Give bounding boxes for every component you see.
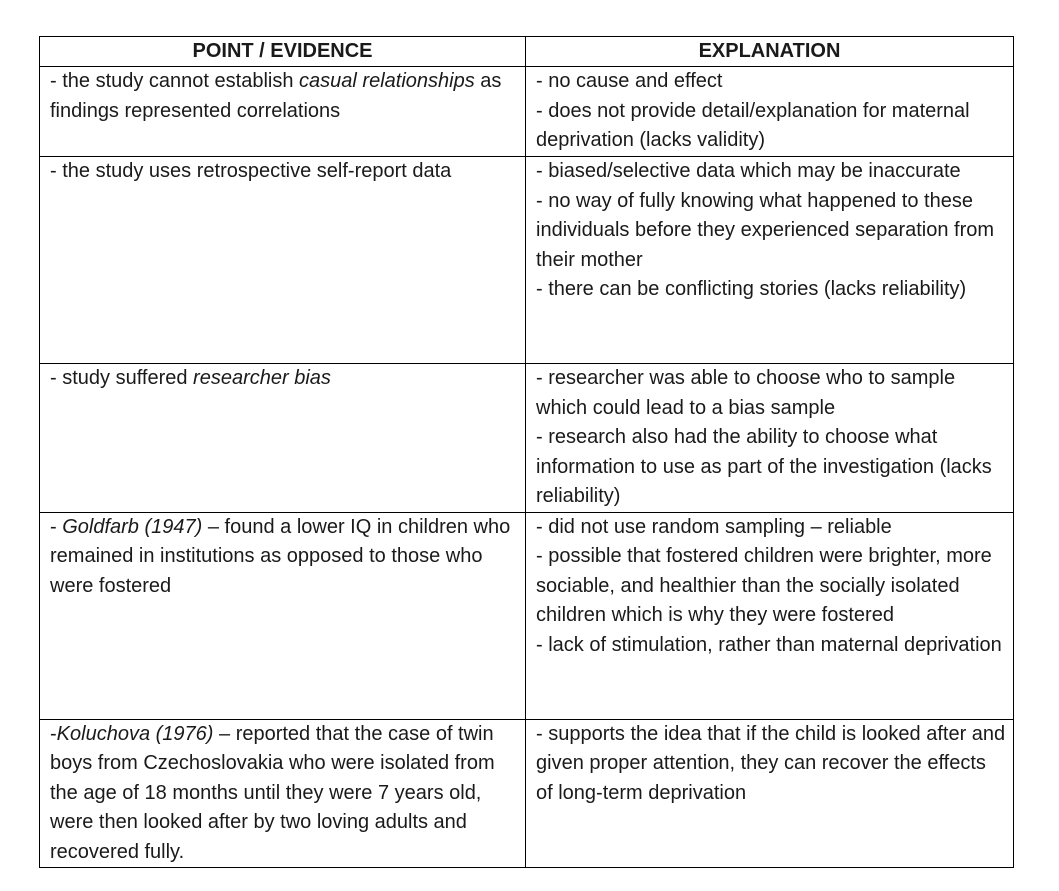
- explanation-cell: [526, 512, 1014, 719]
- explanation-line: - no way of fully knowing what happened to these individuals before they experienced separation from their mother: [536, 189, 1000, 271]
- evaluation-table: [39, 36, 1014, 868]
- point-cell: [40, 512, 526, 719]
- explanation-line: - no cause and effect: [536, 70, 723, 92]
- point-text: -: [50, 515, 63, 538]
- explanation-line: - did not use random sampling – reliable: [536, 515, 892, 538]
- table-row: [40, 719, 1014, 868]
- point-emphasis: Koluchova (1976): [56, 722, 214, 745]
- point-cell: [40, 67, 526, 157]
- table-row: [40, 67, 1014, 157]
- point-emphasis: Goldfarb (1947): [62, 515, 203, 538]
- explanation-cell: [526, 364, 1014, 513]
- explanation-line: - researcher was able to choose who to sample which could lead to a bias sample: [536, 367, 961, 419]
- explanation-line: - supports the idea that if the child is looked after and given proper attention, they can recover the effects of long-term deprivation: [536, 722, 1011, 804]
- point-text: -: [50, 722, 57, 745]
- explanation-line: - there can be conflicting stories (lacks reliability): [536, 278, 967, 300]
- point-text: - the study cannot establish: [50, 70, 300, 92]
- header-explanation: EXPLANATION: [526, 37, 1014, 67]
- point-cell: [40, 157, 526, 364]
- explanation-line: - research also had the ability to choose what information to use as part of the investigation (lacks reliability): [536, 426, 998, 507]
- point-text: as findings represented correlations: [50, 70, 502, 122]
- point-text: – found a lower IQ in children who remained in institutions as opposed to those who were fostered: [50, 515, 511, 597]
- explanation-line: - does not provide detail/explanation for maternal deprivation (lacks validity): [536, 99, 976, 151]
- explanation-cell: [526, 719, 1014, 868]
- explanation-cell: [526, 157, 1014, 364]
- point-text: - the study uses retrospective self-report data: [50, 160, 452, 182]
- header-row: [40, 37, 1014, 67]
- table-row: [40, 364, 1014, 513]
- explanation-line: - lack of stimulation, rather than maternal deprivation: [536, 633, 1002, 656]
- explanation-cell: [526, 67, 1014, 157]
- table-row: [40, 157, 1014, 364]
- explanation-line: - biased/selective data which may be inaccurate: [536, 160, 961, 182]
- point-text: - study suffered: [50, 367, 194, 389]
- point-text: – reported that the case of twin boys from Czechoslovakia who were isolated from the age of 18 months until they were 7 years old, were then looked after by two loving adults and recovered fully.: [50, 722, 495, 863]
- table-row: [40, 512, 1014, 719]
- header-point-evidence: POINT / EVIDENCE: [40, 37, 526, 67]
- point-cell: [40, 364, 526, 513]
- explanation-line: - possible that fostered children were brighter, more sociable, and healthier than the socially isolated children which is why they were fostered: [536, 545, 998, 626]
- point-emphasis: casual relationships: [299, 70, 475, 92]
- point-emphasis: researcher bias: [193, 367, 331, 389]
- point-cell: [40, 719, 526, 868]
